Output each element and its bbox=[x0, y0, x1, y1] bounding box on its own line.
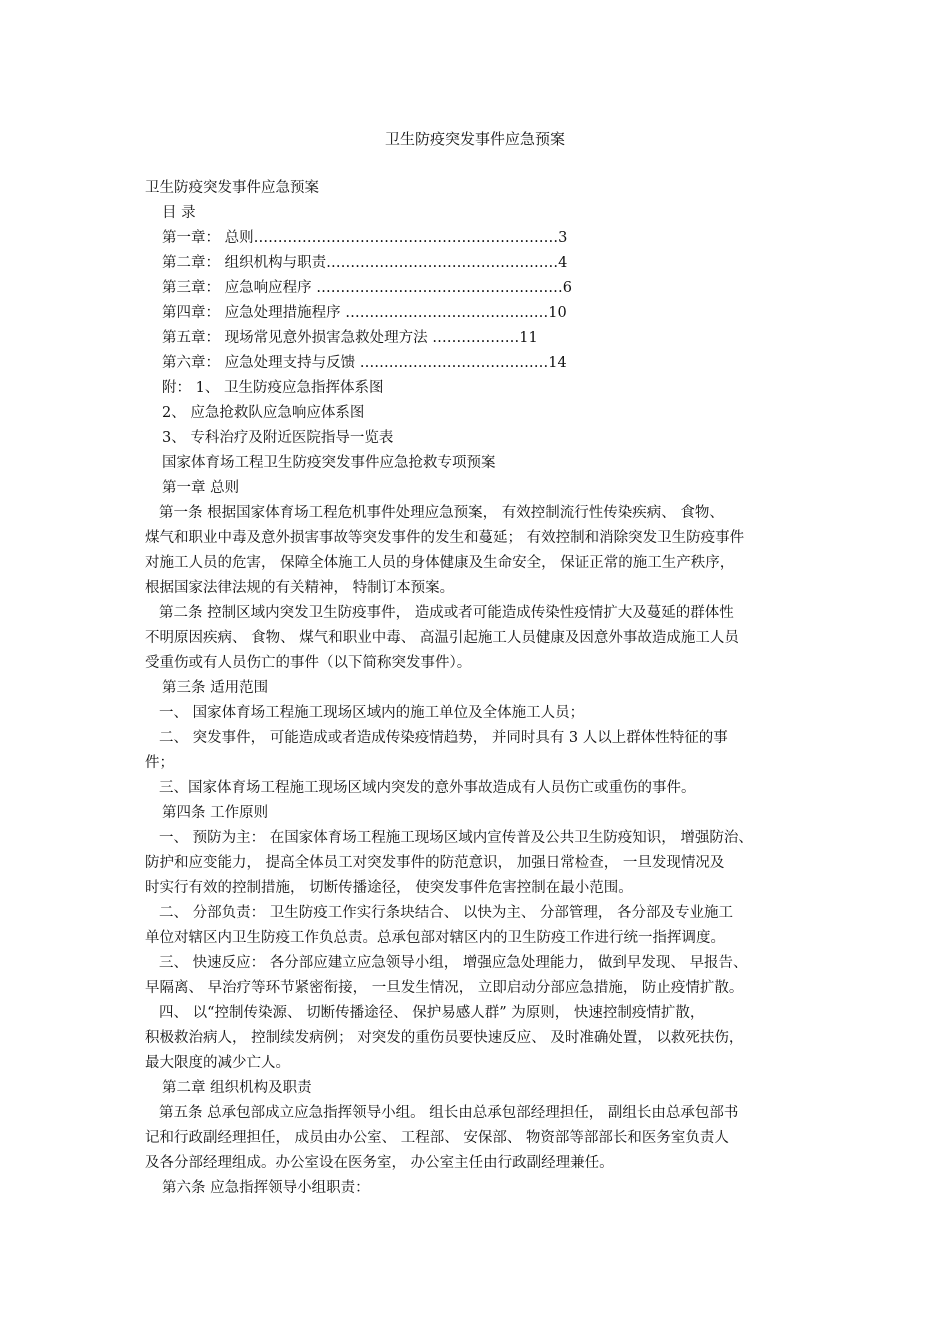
appendix-item: 3、 专科治疗及附近医院指导一览表 bbox=[162, 430, 394, 446]
paragraph-line: 记和行政副经理担任， 成员由办公室、 工程部、 安保部、 物资部等部部长和医务室负责人 bbox=[145, 1130, 729, 1146]
paragraph-line: 三、国家体育场工程施工现场区域内突发的意外事故造成有人员伤亡或重伤的事件。 bbox=[159, 780, 696, 796]
toc-entry: 第三章： 应急响应程序 ……………………………………………6 bbox=[162, 280, 572, 296]
paragraph-line: 不明原因疾病、 食物、 煤气和职业中毒、 高温引起施工人员健康及因意外事故造成施工人员 bbox=[145, 630, 739, 646]
article-heading: 第六条 应急指挥领导小组职责： bbox=[162, 1180, 370, 1196]
toc-heading: 目 录 bbox=[162, 205, 196, 221]
paragraph-line: 一、 国家体育场工程施工现场区域内的施工单位及全体施工人员； bbox=[159, 705, 585, 721]
paragraph-line: 防护和应变能力， 提高全体员工对突发事件的防范意识， 加强日常检查， 一旦发现情况及 bbox=[145, 855, 725, 871]
paragraph-line: 受重伤或有人员伤亡的事件（以下简称突发事件）。 bbox=[145, 655, 472, 671]
chapter-heading: 第二章 组织机构及职责 bbox=[162, 1080, 312, 1096]
paragraph-line: 第二条 控制区域内突发卫生防疫事件， 造成或者可能造成传染性疫情扩大及蔓延的群体性 bbox=[159, 605, 734, 621]
paragraph-line: 单位对辖区内卫生防疫工作负总责。总承包部对辖区内的卫生防疫工作进行统一指挥调度。 bbox=[145, 930, 725, 946]
paragraph-line: 第一条 根据国家体育场工程危机事件处理应急预案， 有效控制流行性传染疾病、 食物、 bbox=[159, 505, 724, 521]
paragraph-line: 积极救治病人， 控制续发病例； 对突发的重伤员要快速反应、 及时准确处置， 以救死扶伤， bbox=[145, 1030, 744, 1046]
paragraph-line: 二、 突发事件， 可能造成或者造成传染疫情趋势， 并同时具有 3 人以上群体性特征的事 bbox=[159, 730, 728, 746]
paragraph-line: 煤气和职业中毒及意外损害事故等突发事件的发生和蔓延； 有效控制和消除突发卫生防疫事件 bbox=[145, 530, 745, 546]
toc-entry: 第一章： 总则………………………………………………………3 bbox=[162, 230, 568, 246]
plan-title: 国家体育场工程卫生防疫突发事件应急抢救专项预案 bbox=[162, 455, 496, 471]
paragraph-line: 四、 以“控制传染源、 切断传播途径、 保护易感人群” 为原则， 快速控制疫情扩散， bbox=[159, 1005, 705, 1021]
toc-entry: 第五章： 现场常见意外损害急救处理方法 ………………11 bbox=[162, 330, 538, 346]
paragraph-line: 三、 快速反应： 各分部应建立应急领导小组， 增强应急处理能力， 做到早发现、 早报告、 bbox=[159, 955, 748, 971]
article-heading: 第三条 适用范围 bbox=[162, 680, 269, 696]
body-heading: 卫生防疫突发事件应急预案 bbox=[145, 180, 319, 196]
article-heading: 第四条 工作原则 bbox=[162, 805, 269, 821]
paragraph-line: 最大限度的减少亡人。 bbox=[145, 1055, 290, 1071]
chapter-heading: 第一章 总则 bbox=[162, 480, 240, 496]
paragraph-line: 及各分部经理组成。办公室设在医务室， 办公室主任由行政副经理兼任。 bbox=[145, 1155, 614, 1171]
appendix-item: 附： 1、 卫生防疫应急指挥体系图 bbox=[162, 380, 384, 396]
toc-entry: 第六章： 应急处理支持与反馈 …………………………………14 bbox=[162, 355, 567, 371]
document-title: 卫生防疫突发事件应急预案 bbox=[384, 130, 565, 148]
paragraph-line: 一、 预防为主： 在国家体育场工程施工现场区域内宣传普及公共卫生防疫知识， 增强防治、 bbox=[159, 830, 753, 846]
paragraph-line: 早隔离、 早治疗等环节紧密衔接， 一旦发生情况， 立即启动分部应急措施， 防止疫情扩散。 bbox=[145, 980, 744, 996]
paragraph-line: 对施工人员的危害， 保障全体施工人员的身体健康及生命安全， 保证正常的施工生产秩序， bbox=[145, 555, 735, 571]
paragraph-line: 时实行有效的控制措施， 切断传播途径， 使突发事件危害控制在最小范围。 bbox=[145, 880, 633, 896]
toc-entry: 第二章： 组织机构与职责…………………………………………4 bbox=[162, 255, 568, 271]
toc-entry: 第四章： 应急处理措施程序 ……………………………………10 bbox=[162, 305, 567, 321]
appendix-item: 2、 应急抢救队应急响应体系图 bbox=[162, 405, 365, 421]
paragraph-line: 根据国家法律法规的有关精神， 特制订本预案。 bbox=[145, 580, 455, 596]
paragraph-line: 第五条 总承包部成立应急指挥领导小组。 组长由总承包部经理担任， 副组长由总承包部书 bbox=[159, 1105, 739, 1121]
paragraph-line: 二、 分部负责： 卫生防疫工作实行条块结合、 以快为主、 分部管理， 各分部及专业施工 bbox=[159, 905, 734, 921]
paragraph-line: 件； bbox=[145, 755, 174, 771]
